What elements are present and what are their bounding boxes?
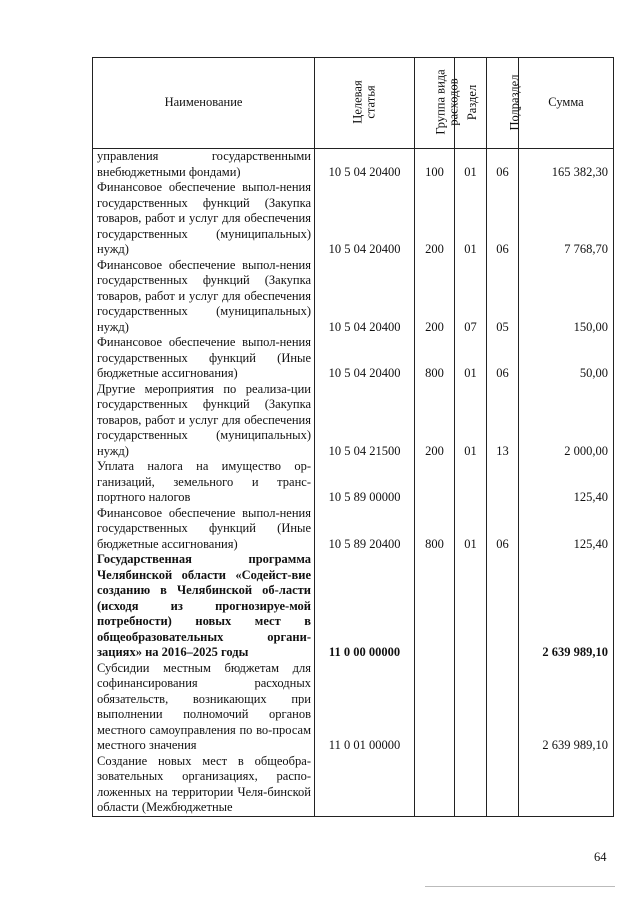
row-code: 10 5 04 20400	[315, 258, 415, 336]
row-sum: 50,00	[519, 335, 614, 382]
row-group: 800	[415, 335, 455, 382]
row-sum: 2 639 989,10	[519, 552, 614, 661]
table-row	[93, 754, 614, 817]
row-name: Уплата налога на имущество ор-ганизаций, земельного и транс-портного налогов	[93, 459, 315, 506]
row-group: 800	[415, 506, 455, 553]
header-subsection	[487, 58, 522, 149]
header-sum: Сумма	[519, 58, 614, 149]
row-group	[415, 661, 455, 754]
row-name: Другие мероприятия по реализа-ции государственных функций (Закупка товаров, работ и услуг для обеспечения государственных (муниципальных) нужд)	[93, 382, 315, 460]
row-subsection: 06	[487, 149, 519, 181]
row-subsection: 05	[487, 258, 519, 336]
row-group: 100	[415, 149, 455, 181]
row-section	[455, 754, 487, 817]
row-subsection	[487, 661, 519, 754]
row-section: 01	[455, 180, 487, 258]
row-name: Финансовое обеспечение выпол-нения государственных функций (Иные бюджетные ассигнования)	[93, 506, 315, 553]
page-number: 64	[594, 850, 607, 864]
row-name: Финансовое обеспечение выпол-нения государственных функций (Закупка товаров, работ и услуг для обеспечения государственных (муниципальных) нужд)	[93, 258, 315, 336]
row-name: управления государственными внебюджетными фондами)	[93, 149, 315, 181]
row-code: 10 5 04 21500	[315, 382, 415, 460]
header-subsection-label: Подраздел	[507, 74, 522, 131]
table-row	[93, 180, 614, 258]
row-name: Финансовое обеспечение выпол-нения государственных функций (Иные бюджетные ассигнования)	[93, 335, 315, 382]
header-section-label: Раздел	[465, 85, 480, 121]
table-row	[93, 506, 614, 553]
table-row	[93, 661, 614, 754]
row-section: 01	[455, 335, 487, 382]
row-section: 01	[455, 149, 487, 181]
header-expense-group	[415, 58, 461, 149]
row-subsection	[487, 459, 519, 506]
row-sum: 150,00	[519, 258, 614, 336]
row-subsection: 13	[487, 382, 519, 460]
row-name: Государственная программа Челябинской области «Содейст-вие созданию в Челябинской об-ласти (исходя из прогнозируе-мой потребности) новых мест в общеобразовательных органи-зациях» на 2016–2025 годы	[93, 552, 315, 661]
row-subsection	[487, 754, 519, 817]
row-code: 10 5 89 00000	[315, 459, 415, 506]
row-group	[415, 459, 455, 506]
row-sum	[519, 754, 614, 817]
row-sum: 125,40	[519, 506, 614, 553]
table-row-program	[93, 552, 614, 661]
row-group: 200	[415, 258, 455, 336]
row-code	[315, 754, 415, 817]
row-code: 11 0 01 00000	[315, 661, 415, 754]
row-sum: 125,40	[519, 459, 614, 506]
table-row	[93, 382, 614, 460]
header-group-line2: расходов	[446, 78, 461, 126]
row-section: 01	[455, 506, 487, 553]
row-code: 11 0 00 00000	[315, 552, 415, 661]
row-sum: 165 382,30	[519, 149, 614, 181]
table-row	[93, 258, 614, 336]
row-subsection: 06	[487, 335, 519, 382]
row-code: 10 5 04 20400	[315, 335, 415, 382]
header-target-article	[315, 58, 415, 149]
row-sum: 2 639 989,10	[519, 661, 614, 754]
row-section: 07	[455, 258, 487, 336]
row-sum: 7 768,70	[519, 180, 614, 258]
row-section	[455, 661, 487, 754]
row-code: 10 5 89 20400	[315, 506, 415, 553]
table-row	[93, 149, 614, 181]
row-section	[455, 552, 487, 661]
budget-table	[92, 57, 614, 817]
row-group	[415, 754, 455, 817]
row-name: Финансовое обеспечение выпол-нения государственных функций (Закупка товаров, работ и услуг для обеспечения государственных (муниципальных) нужд)	[93, 180, 315, 258]
row-section: 01	[455, 382, 487, 460]
table-row	[93, 335, 614, 382]
row-name: Создание новых мест в общеобра-зовательных организациях, распо-ложенных на территории Челя-бинской области (Межбюджетные	[93, 754, 315, 817]
header-target-line1: Целевая	[350, 80, 365, 124]
row-subsection	[487, 552, 519, 661]
table-header-row	[93, 58, 614, 149]
row-subsection: 06	[487, 506, 519, 553]
row-group: 200	[415, 382, 455, 460]
row-name: Субсидии местным бюджетам для софинансирования расходных обязательств, возникающих при выполнении полномочий органов местного самоуправления по во-просам местного значения	[93, 661, 315, 754]
header-group-line1: Группа вида	[433, 69, 448, 135]
row-section	[455, 459, 487, 506]
row-subsection: 06	[487, 180, 519, 258]
header-target-line2: статья	[363, 85, 378, 119]
row-code: 10 5 04 20400	[315, 149, 415, 181]
row-group	[415, 552, 455, 661]
footer-rule	[425, 886, 615, 887]
row-sum: 2 000,00	[519, 382, 614, 460]
header-name: Наименование	[93, 58, 315, 149]
row-group: 200	[415, 180, 455, 258]
table-row	[93, 459, 614, 506]
row-code: 10 5 04 20400	[315, 180, 415, 258]
